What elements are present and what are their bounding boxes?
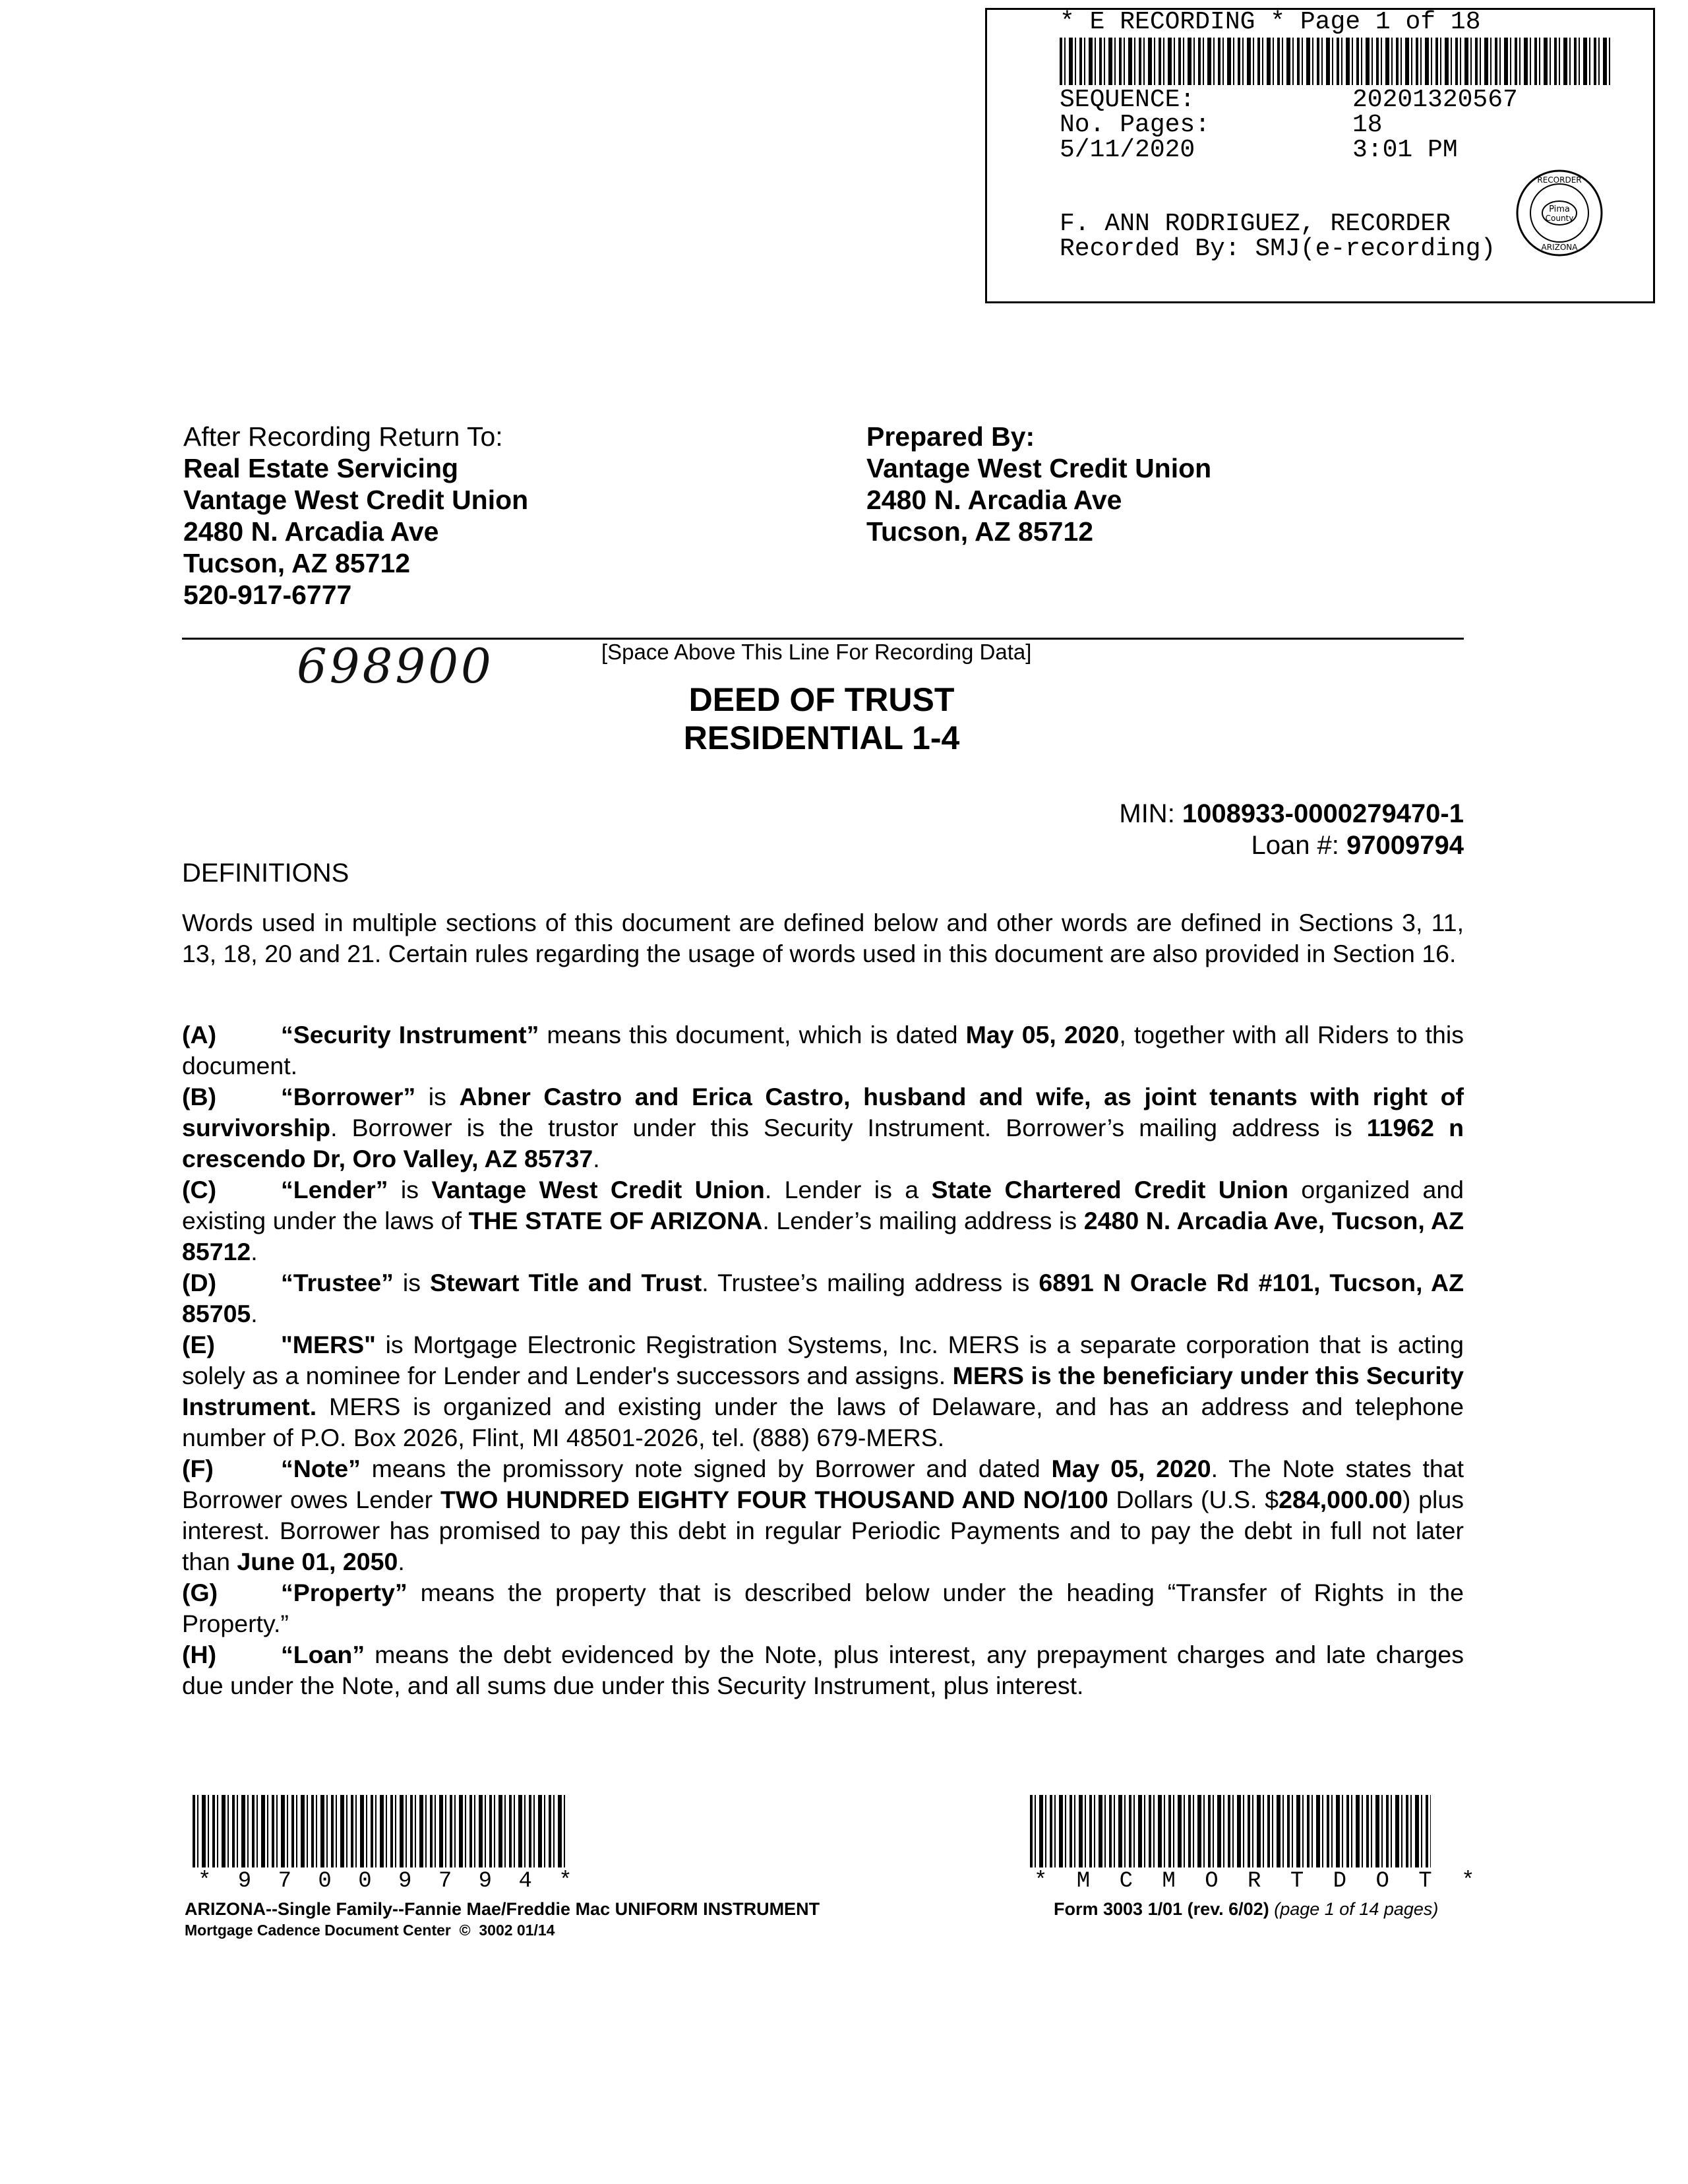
definition-term: “Note” xyxy=(281,1455,361,1482)
definition-c xyxy=(182,1174,1464,1267)
definition-term: “Property” xyxy=(281,1579,407,1606)
lender-address: 2480 N. Arcadia Ave, Tucson, AZ 85712 xyxy=(182,1207,1464,1265)
definition-label: (F) xyxy=(182,1455,214,1482)
definition-term: “Trustee” xyxy=(281,1269,394,1296)
definition-text: MERS is organized and existing under the laws of Delaware, and has an address and telephone number of P.O. Box 2026, Flint, MI 48501-2026, tel. (888) 679-MERS. xyxy=(182,1393,1464,1451)
prepared-by-label: Prepared By: xyxy=(866,421,1035,452)
definition-label: (C) xyxy=(182,1176,217,1203)
lender-state: THE STATE OF ARIZONA xyxy=(468,1207,763,1234)
definition-text: . xyxy=(251,1300,258,1327)
form-id: Form 3003 1/01 (rev. 6/02) xyxy=(1054,1899,1269,1919)
svg-text:RECORDER: RECORDER xyxy=(1537,175,1582,185)
definitions-heading: DEFINITIONS xyxy=(182,859,349,888)
definition-a xyxy=(182,1019,1464,1081)
definition-label: (H) xyxy=(182,1641,217,1668)
return-to-line: 2480 N. Arcadia Ave xyxy=(183,516,439,547)
definition-label: (B) xyxy=(182,1083,217,1110)
return-to-line: Vantage West Credit Union xyxy=(183,485,529,515)
loan-barcode-text: * 9 7 0 0 9 7 9 4 * xyxy=(198,1869,579,1894)
definition-text: means the promissory note signed by Borrower and dated xyxy=(360,1455,1052,1482)
sequence-value: 20201320567 xyxy=(1352,86,1518,114)
recording-header: * E RECORDING * Page 1 of 18 xyxy=(1060,8,1481,36)
loan-amount-words: TWO HUNDRED EIGHTY FOUR THOUSAND AND NO/100 xyxy=(440,1486,1108,1513)
definition-label: (E) xyxy=(182,1331,215,1358)
prepared-by-line: Vantage West Credit Union xyxy=(866,453,1212,483)
loan-amount: 284,000.00 xyxy=(1279,1486,1402,1513)
lender-type: State Chartered Credit Union xyxy=(931,1176,1288,1203)
trustee-name: Stewart Title and Trust xyxy=(429,1269,702,1296)
borrower-names: Abner Castro and Erica Castro, husband and wife, as joint tenants with right of survivorship xyxy=(182,1083,1464,1141)
title-line-2: RESIDENTIAL 1-4 xyxy=(683,719,960,756)
definition-text: ) plus interest. Borrower has promised to pay this debt in regular Periodic Payments and to pay the debt in full not later than xyxy=(182,1486,1464,1575)
definition-text: , together with all Riders to this document. xyxy=(182,1021,1464,1079)
trustee-address: 6891 N Oracle Rd #101, Tucson, AZ 85705 xyxy=(182,1269,1464,1327)
svg-text:Pima: Pima xyxy=(1549,204,1570,214)
space-above-note: [Space Above This Line For Recording Data] xyxy=(601,640,1032,664)
definition-b xyxy=(182,1081,1464,1174)
recording-time: 3:01 PM xyxy=(1352,136,1458,164)
prepared-by-block xyxy=(866,421,1211,547)
definition-text: means the debt evidenced by the Note, plus interest, any prepayment charges and late charges due under the Note, and all sums due under this Security Instrument, plus interest. xyxy=(182,1641,1464,1699)
definition-text: . xyxy=(251,1238,258,1265)
definition-text: is xyxy=(393,1269,430,1296)
recorder-name: F. ANN RODRIGUEZ, RECORDER xyxy=(1060,210,1451,238)
definition-text: . The Note states that Borrower owes Lender xyxy=(182,1455,1464,1513)
definition-g xyxy=(182,1577,1464,1639)
return-to-line: 520-917-6777 xyxy=(183,580,352,610)
definition-text: . xyxy=(593,1145,600,1172)
mers-beneficiary-statement: MERS is the beneficiary under this Security Instrument. xyxy=(182,1362,1464,1420)
maturity-date: June 01, 2050 xyxy=(237,1548,398,1575)
definition-d xyxy=(182,1267,1464,1329)
definition-text: Dollars (U.S. $ xyxy=(1108,1486,1279,1513)
definition-text: is xyxy=(388,1176,432,1203)
definition-term: “Lender” xyxy=(281,1176,388,1203)
title-line-1: DEED OF TRUST xyxy=(688,681,955,718)
definition-term: “Loan” xyxy=(281,1641,365,1668)
document-title xyxy=(0,681,1643,757)
definition-h xyxy=(182,1639,1464,1701)
return-to-line: Tucson, AZ 85712 xyxy=(183,548,411,578)
definition-text: . Trustee’s mailing address is xyxy=(702,1269,1039,1296)
form-number xyxy=(1054,1899,1438,1920)
definition-term: “Security Instrument” xyxy=(281,1021,539,1048)
definition-label: (D) xyxy=(182,1269,217,1296)
definition-text: means the property that is described below under the heading “Transfer of Rights in the Property.” xyxy=(182,1579,1464,1637)
pages-value: 18 xyxy=(1352,111,1383,139)
loan-label: Loan #: xyxy=(1251,831,1347,860)
return-to-line: Real Estate Servicing xyxy=(183,453,459,483)
county-seal-icon xyxy=(1515,168,1604,258)
form-description: ARIZONA--Single Family--Fannie Mae/Freddie Mac UNIFORM INSTRUMENT xyxy=(185,1899,820,1919)
definition-text: is Mortgage Electronic Registration Systems, Inc. MERS is a separate corporation that is acting solely as a nominee for Lender and Lender's successors and assigns. xyxy=(182,1331,1464,1389)
definition-text: . xyxy=(398,1548,405,1575)
return-to-block xyxy=(183,421,528,611)
definition-text: organized and existing under the laws of xyxy=(182,1176,1464,1234)
instrument-date: May 05, 2020 xyxy=(965,1021,1120,1048)
note-date: May 05, 2020 xyxy=(1051,1455,1211,1482)
handwritten-number: 698900 xyxy=(297,638,494,694)
svg-text:County: County xyxy=(1545,214,1574,223)
loan-barcode xyxy=(193,1795,566,1867)
sequence-label: SEQUENCE: xyxy=(1060,86,1195,114)
recording-stamp xyxy=(985,8,1655,303)
recorded-by: Recorded By: SMJ(e-recording) xyxy=(1060,235,1496,263)
lender-name: Vantage West Credit Union xyxy=(431,1176,765,1203)
page-indicator: (page 1 of 14 pages) xyxy=(1274,1899,1439,1919)
pages-label: No. Pages: xyxy=(1060,111,1211,139)
loan-identifiers xyxy=(1119,798,1464,861)
prepared-by-line: 2480 N. Arcadia Ave xyxy=(866,485,1122,515)
min-label: MIN: xyxy=(1119,799,1182,828)
loan-number: 97009794 xyxy=(1346,831,1464,860)
definition-term: “Borrower” xyxy=(281,1083,416,1110)
svg-text:ARIZONA: ARIZONA xyxy=(1541,243,1578,252)
definition-text: . Borrower is the trustor under this Security Instrument. Borrower’s mailing address is xyxy=(330,1114,1367,1141)
definition-f xyxy=(182,1453,1464,1577)
definition-text: . Lender is a xyxy=(764,1176,932,1203)
recording-date: 5/11/2020 xyxy=(1060,136,1195,164)
definitions-intro: Words used in multiple sections of this document are defined below and other words are defined in Sections 3, 11, 13, 18, 20 and 21. Certain rules regarding the usage of words used in this document are also provided in Section 16. xyxy=(182,909,1464,967)
form-barcode-text: * M C M O R T D O T * xyxy=(1034,1869,1483,1894)
definition-text: . Lender’s mailing address is xyxy=(762,1207,1084,1234)
recording-barcode xyxy=(1060,38,1613,85)
definition-term: "MERS" xyxy=(281,1331,376,1358)
return-to-label: After Recording Return To: xyxy=(183,421,503,452)
min-value: 1008933-0000279470-1 xyxy=(1182,799,1464,828)
form-barcode xyxy=(1030,1795,1431,1867)
definition-label: (A) xyxy=(182,1021,217,1048)
form-source: Mortgage Cadence Document Center © 3002 01/14 xyxy=(185,1922,555,1939)
definition-text: is xyxy=(415,1083,460,1110)
definition-label: (G) xyxy=(182,1579,218,1606)
prepared-by-line: Tucson, AZ 85712 xyxy=(866,516,1094,547)
borrower-address: 11962 n crescendo Dr, Oro Valley, AZ 85737 xyxy=(182,1114,1464,1172)
definition-e xyxy=(182,1329,1464,1453)
definition-text: means this document, which is dated xyxy=(539,1021,966,1048)
